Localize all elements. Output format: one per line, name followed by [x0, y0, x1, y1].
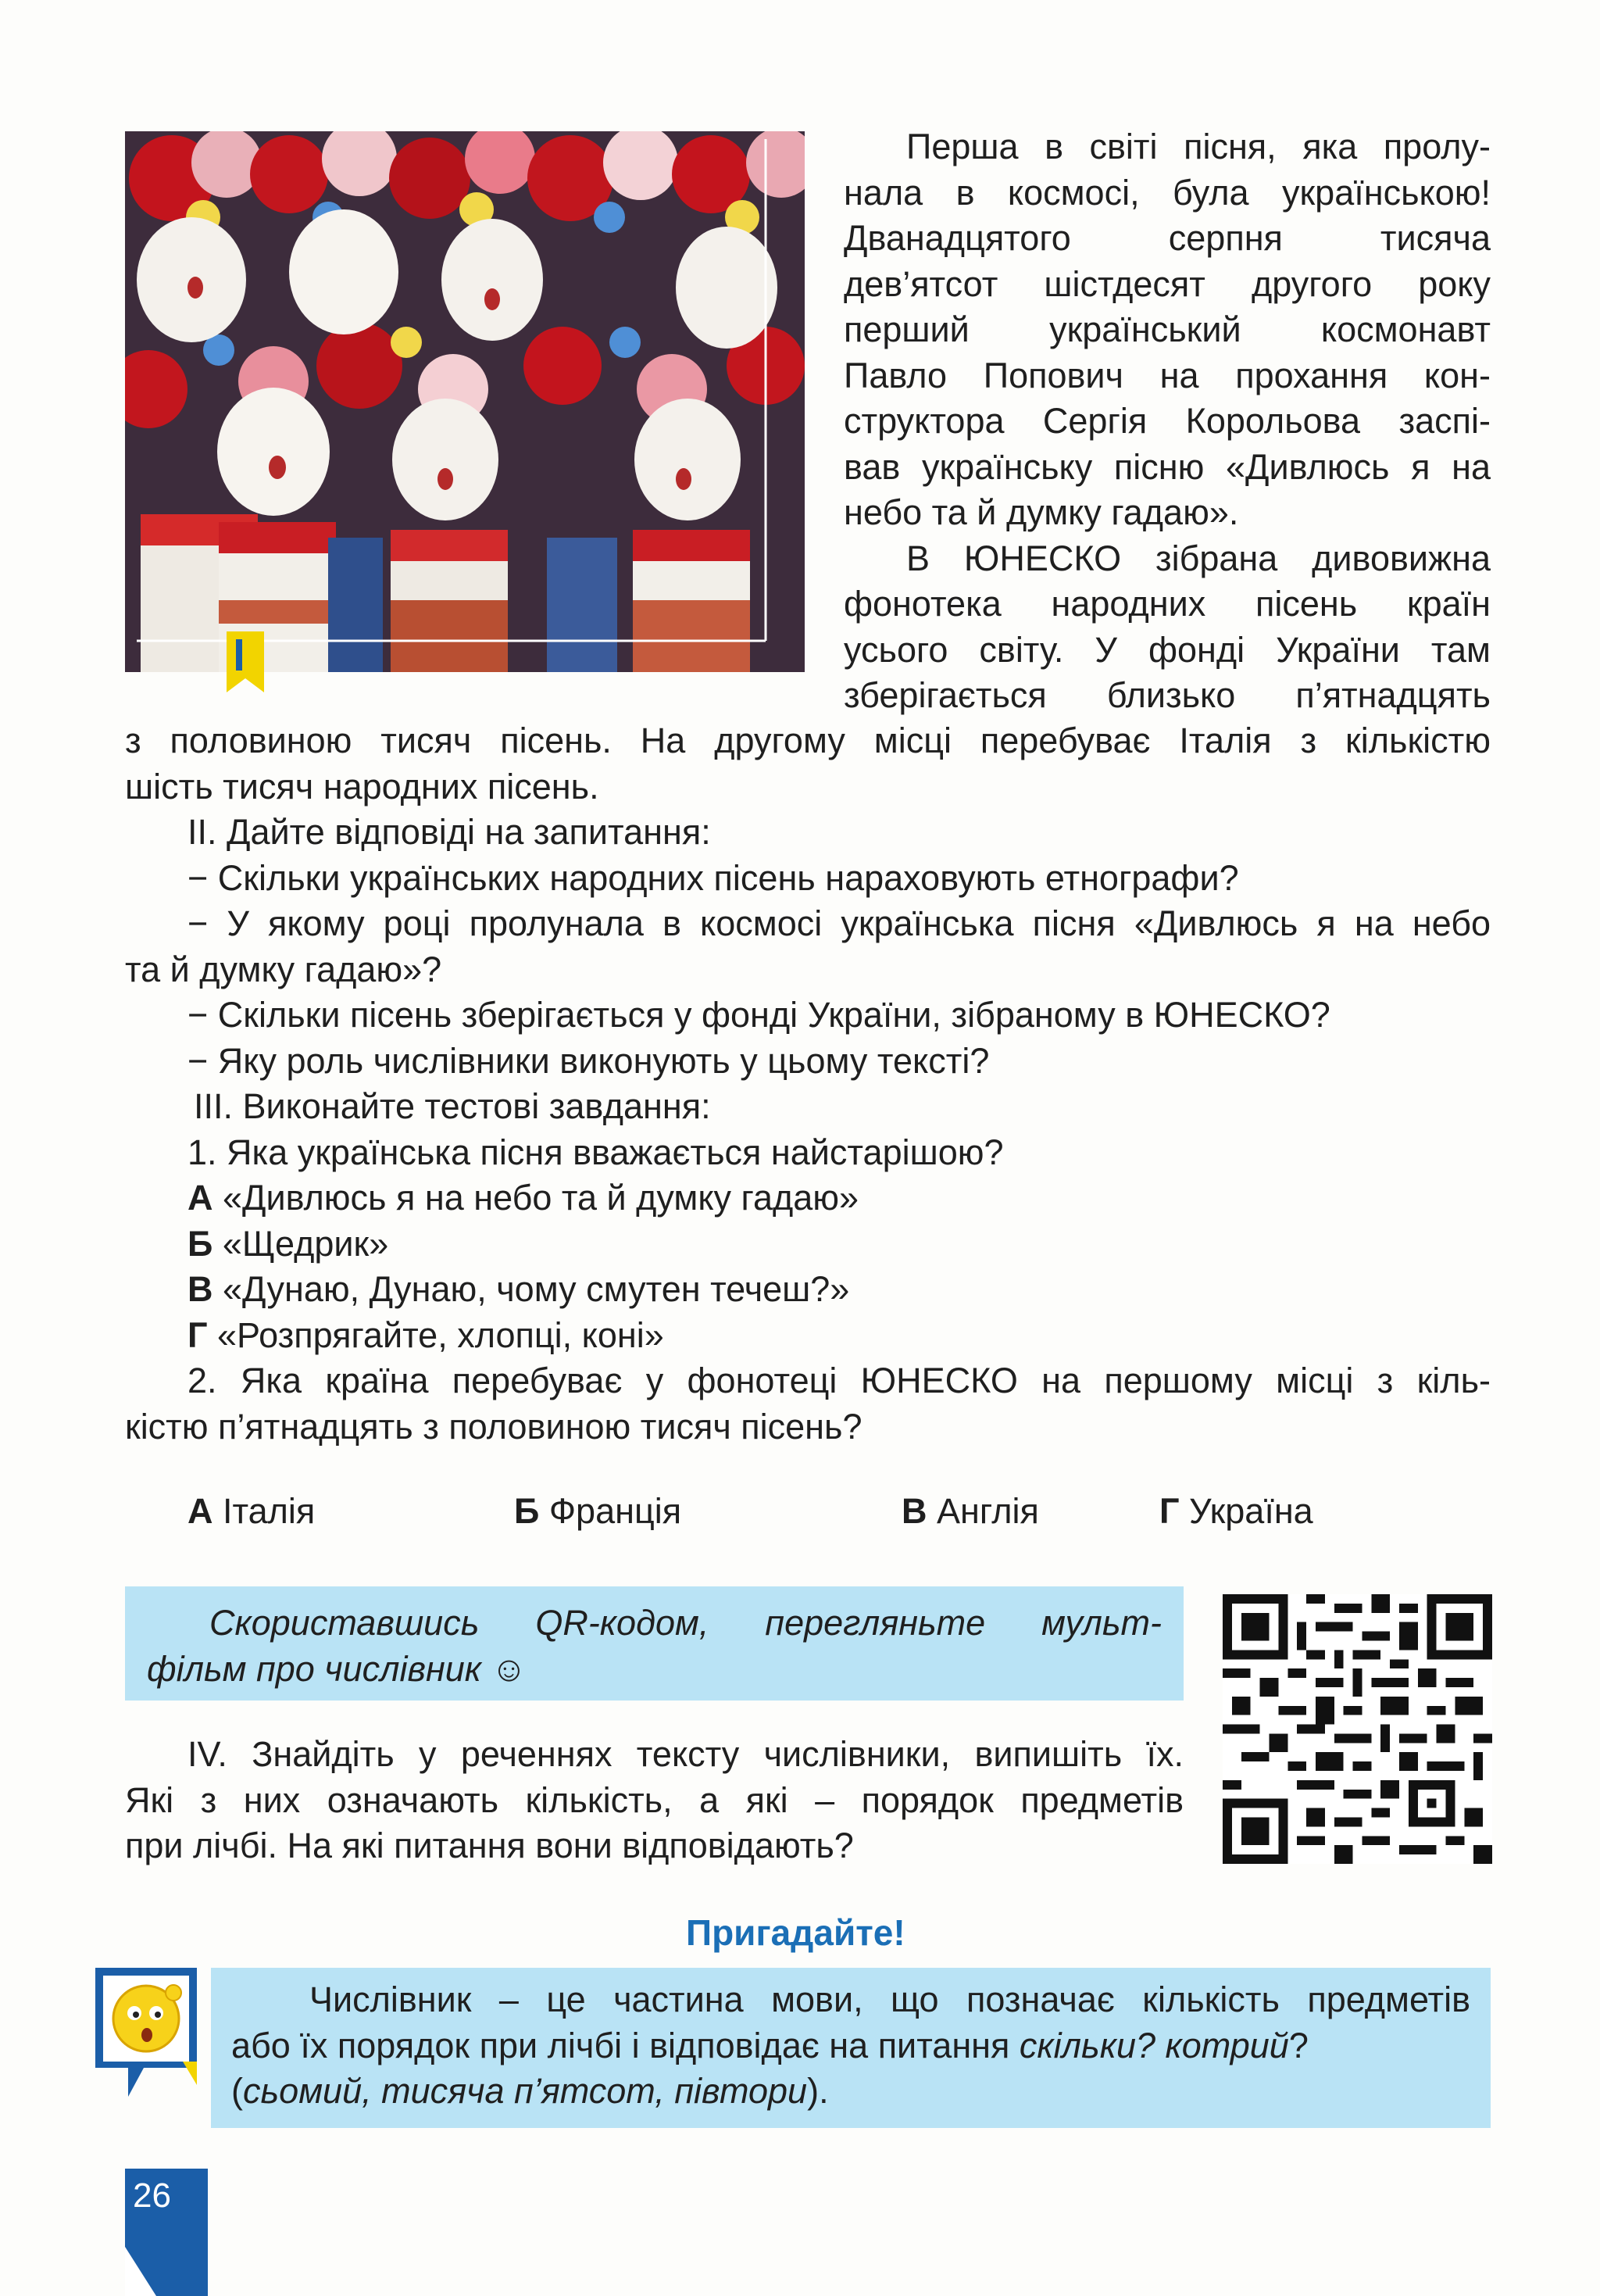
yellow-marker-icon — [227, 631, 264, 692]
rule-line — [231, 2069, 1470, 2115]
option-letter: А — [188, 1178, 213, 1218]
section-4-line: Які з них означають кількість, а які – порядок предметів — [125, 1779, 1184, 1820]
text-line: Павло Попович на прохання кон- — [844, 355, 1491, 395]
option-letter: Г — [1159, 1491, 1180, 1531]
remember-box — [211, 1968, 1491, 2128]
text-line: вав українську пісню «Дивлюсь я на — [844, 446, 1491, 487]
section-4 — [125, 1732, 1184, 1869]
qr-code-icon — [1223, 1594, 1492, 1864]
text-line: нала в космосі, була українською! — [844, 172, 1491, 213]
qr-callout — [125, 1586, 1184, 1701]
answer-option — [125, 1175, 1491, 1221]
task-2-options — [188, 1489, 1359, 1536]
option-letter: В — [188, 1269, 213, 1309]
text-line: шість тисяч народних пісень. — [125, 766, 599, 806]
body-text — [125, 718, 1491, 1450]
text-line: небо та й думку гадаю». — [844, 492, 1239, 532]
section-2-heading: II. Дайте відповіді на запитання: — [188, 812, 711, 852]
option-text: «Дивлюсь я на небо та й думку гадаю» — [212, 1178, 859, 1218]
paragraph-space-song — [844, 124, 1491, 719]
text-line: перший український космонавт — [844, 309, 1491, 349]
option-letter: Г — [188, 1314, 208, 1355]
text-line: зберігається близько п’ятнадцять — [844, 675, 1491, 715]
text-line: фонотека народних пісень країн — [844, 584, 1491, 624]
option-letter: В — [902, 1491, 927, 1531]
dolls-picture — [125, 131, 805, 672]
rule-examples: сьомий, тисяча п’ятсот, півтори — [243, 2071, 808, 2111]
option-text: Італія — [212, 1491, 316, 1531]
option-letter: Б — [514, 1491, 540, 1531]
option-text: «Щедрик» — [212, 1223, 389, 1264]
remember-heading: Пригадайте! — [686, 1912, 905, 1953]
option-letter: Б — [188, 1223, 213, 1264]
question: − Скільки пісень зберігається у фонді України, зібраному в ЮНЕСКО? — [188, 995, 1330, 1035]
text-line: дев’ятсот шістдесят другого року — [844, 263, 1491, 304]
rule-text: ( — [231, 2071, 243, 2111]
text-line: структора Сергія Корольова заспі- — [844, 401, 1491, 441]
qr-code[interactable] — [1223, 1594, 1492, 1864]
text-line: усього світу. У фонді України там — [844, 629, 1491, 670]
illustration-singing-dolls — [125, 131, 805, 672]
rule-text: або їх порядок при лічбі і відповідає на питання — [231, 2025, 1020, 2065]
option-text: Франція — [539, 1491, 682, 1531]
section-4-line: IV. Знайдіть у реченнях тексту числівники, випишіть їх. — [188, 1734, 1184, 1774]
text-line: з половиною тисяч пісень. На другому місці перебуває Італія з кількістю — [125, 721, 1491, 760]
option-text: «Розпрягайте, хлопці, коні» — [207, 1314, 664, 1355]
rule-text: ? — [1288, 2025, 1309, 2065]
answer-option — [125, 1267, 1491, 1313]
option-text: Англія — [927, 1491, 1039, 1531]
text-line: В ЮНЕСКО зібрана дивовижна — [906, 538, 1491, 578]
text-line: Дванадцятого серпня тисяча — [844, 218, 1491, 258]
rule-line — [231, 2023, 1470, 2069]
rule-line: Числівник – це частина мови, що позначає кількість предметів — [309, 1979, 1470, 2019]
task-2: 2. Яка країна перебуває у фонотеці ЮНЕСКО на першому місці з кіль- — [188, 1361, 1491, 1400]
question-cont: та й думку гадаю»? — [125, 949, 442, 989]
answer-option — [514, 1489, 681, 1535]
rule-questions: скільки? котрий — [1019, 2025, 1289, 2065]
section-4-line: при лічбі. На які питання вони відповідають? — [125, 1826, 854, 1865]
question: − У якому році пролунала в космосі українська пісня «Дивлюсь я на небо — [188, 903, 1491, 943]
option-letter: А — [188, 1491, 213, 1531]
text-line: Перша в світі пісня, яка пролу- — [906, 127, 1491, 166]
callout-line: Скориставшись QR-кодом, перегляньте мульт- — [209, 1603, 1162, 1643]
task-1: 1. Яка українська пісня вважається найстарішою? — [188, 1132, 1004, 1172]
answer-option — [125, 1313, 1491, 1359]
question: − Скільки українських народних пісень нараховують етнографи? — [188, 857, 1239, 898]
answer-option — [188, 1489, 315, 1535]
question: − Яку роль числівники виконують у цьому тексті? — [188, 1040, 990, 1081]
page-number: 26 — [133, 2176, 171, 2215]
option-text: Україна — [1179, 1491, 1313, 1531]
thinking-smiley-icon — [95, 1968, 197, 2097]
answer-option — [1159, 1489, 1313, 1535]
answer-option — [902, 1489, 1039, 1535]
option-text: «Дунаю, Дунаю, чому смутен течеш?» — [212, 1269, 850, 1309]
rule-text: ). — [807, 2071, 829, 2111]
callout-line: фільм про числівник ☺ — [147, 1648, 527, 1689]
task-2-cont: кістю п’ятнадцять з половиною тисяч пісень? — [125, 1406, 862, 1447]
answer-option — [125, 1221, 1491, 1268]
section-3-heading: III. Виконайте тестові завдання: — [194, 1086, 711, 1126]
